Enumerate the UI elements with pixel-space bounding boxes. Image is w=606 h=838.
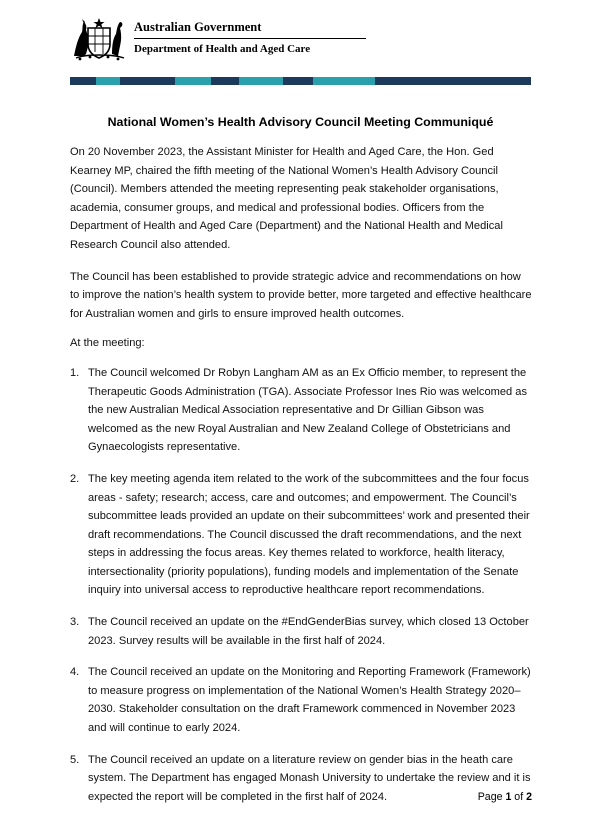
band-segment xyxy=(283,77,313,85)
page-header xyxy=(70,16,370,66)
document-body xyxy=(70,143,532,819)
list-item xyxy=(70,470,532,600)
page-number xyxy=(478,790,532,804)
list-item-text: The Council received an update on the #EndGenderBias survey, which closed 13 October 2023. Survey results will be available in the first half of 2024. xyxy=(88,616,529,647)
band-segment xyxy=(313,77,375,85)
list-item-text: The Council received an update on the Monitoring and Reporting Framework (Framework) to measure progress on implementation of the National Women’s Health Strategy 2020–2030. Stakeholder consultation on the draft Framework commenced in November 2023 and will continue to early 2024. xyxy=(88,666,531,735)
total-pages: 2 xyxy=(526,791,532,803)
list-item-text: The Council welcomed Dr Robyn Langham AM as an Ex Officio member, to represent the Therapeutic Goods Administration (TGA). Associate Professor Ines Rio was welcomed as the new Australian Medical Association representative and Dr Gillian Gibson was welcomed as the new Royal Australian and New Zealand College of Obstetricians and Gynaecologists representative. xyxy=(88,366,528,454)
band-segment xyxy=(375,77,531,85)
list-item-number: 1. xyxy=(70,366,80,379)
list-item-number: 3. xyxy=(70,616,80,629)
header-color-band xyxy=(70,77,531,85)
at-the-meeting-label: At the meeting: xyxy=(70,337,145,350)
list-item-number: 5. xyxy=(70,753,80,766)
coat-of-arms-icon xyxy=(70,16,128,62)
meeting-items-list xyxy=(70,364,532,806)
list-item xyxy=(70,613,532,650)
band-segment xyxy=(239,77,283,85)
government-branding xyxy=(134,20,374,56)
current-page: 1 xyxy=(505,791,512,803)
list-item xyxy=(70,751,532,807)
band-segment xyxy=(211,77,239,85)
branding-divider xyxy=(134,38,366,39)
band-segment xyxy=(120,77,175,85)
government-name: Australian Government xyxy=(134,20,262,34)
purpose-paragraph: The Council has been established to provide strategic advice and recommendations on how to improve the nation’s health system to provide better, more targeted and effective healthcare for Australian women and girls to ensure improved health outcomes. xyxy=(70,270,532,320)
of-word: of xyxy=(514,791,524,803)
list-item-text: The key meeting agenda item related to the work of the subcommittees and the four focus areas - safety; research; access, care and outcomes; and empowerment. The Council’s subcommittee leads provided an update on their subcommittees’ work and presented their draft recommendations. The Council discussed the draft recommendations, and the next steps in addressing the focus areas. Key themes related to workforce, health literacy, intersectionality (priority populations), funding models and implementation of the Senate inquiry into universal access to reproductive healthcare report recommendations. xyxy=(88,472,530,597)
list-item-number: 2. xyxy=(70,472,80,485)
band-segment xyxy=(70,77,96,85)
band-segment xyxy=(96,77,120,85)
department-name: Department of Health and Aged Care xyxy=(134,43,311,55)
list-item-number: 4. xyxy=(70,666,80,679)
list-item xyxy=(70,663,532,737)
intro-paragraph: On 20 November 2023, the Assistant Minister for Health and Aged Care, the Hon. Ged Kearney MP, chaired the fifth meeting of the National Women’s Health Advisory Council (Council). Members attended the meeting representing peak stakeholder organisations, academia, consumer groups, and medical and professional bodies. Officers from the Department of Health and Aged Care (Department) and the National Health and Medical Research Council also attended. xyxy=(70,146,503,251)
band-segment xyxy=(175,77,211,85)
list-item-text: The Council received an update on a literature review on gender bias in the heath care system. The Department has engaged Monash University to undertake the review and it is expected the report will be completed in the first half of 2024. xyxy=(88,753,531,803)
list-item xyxy=(70,364,532,457)
page-word: Page xyxy=(477,791,503,803)
page-title: National Women’s Health Advisory Council Meeting Communiqué xyxy=(107,115,494,129)
